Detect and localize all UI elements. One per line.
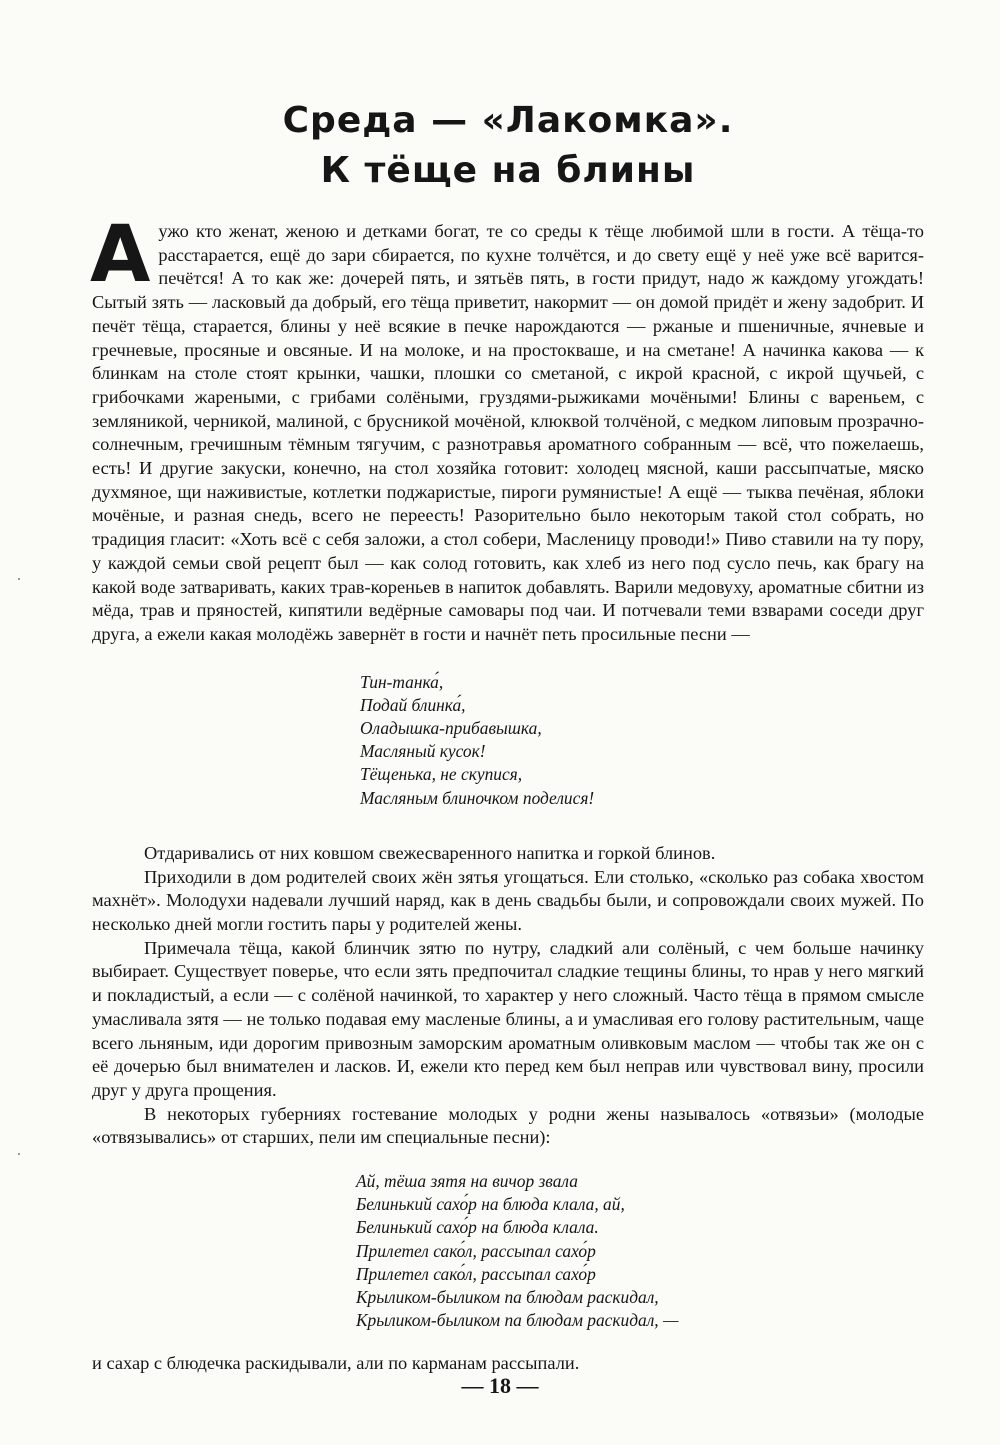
verse-line: Крыликом-быликом па блюдам раскидал,: [356, 1287, 659, 1308]
verse-line: Оладышка-прибавышка,: [360, 718, 542, 739]
paragraph-otvyazi: В некоторых губерниях гостевание молодых у родни жены называлось «отвязьи» (молодые «отвязывались» от старших, пели им специальные песни):: [92, 1103, 924, 1148]
verse-line: Тин-танка́,: [360, 671, 444, 692]
intro-paragraph: [90, 210, 924, 647]
verse-line: Прилетел сако́л, рассыпал сахо́р: [356, 1240, 596, 1261]
verse-line: Масляным блиночком поделися!: [360, 787, 595, 808]
verse-line: Белинький сахо́р на блюда клала, ай,: [356, 1194, 625, 1215]
page-number: — 18 —: [461, 1373, 539, 1398]
verse-line: Тёщенька, не скупися,: [360, 764, 523, 785]
paragraph-mother-in-law: Примечала тёща, какой блинчик зятю по нутру, сладкий али солёный, с чем больше начинку выбирает. Существует поверье, что если зять предпочитал сладкие тещины блины, то нрав у него мягкий и покладистый, а если — с солёной начинкой, то характер у него сложный. Часто тёща в прямом смысле умасливала зятя — не только подавая ему масленые блины, а и умасливая его голову растительным, чаще всего льняным, иди дорогим привозным заморским ароматным оливковым маслом — чтобы так же он с её дочерью был внимателен и ласков. И, ежели кто перед кем был неправ или чувствовал вину, просили друг у друга прощения.: [92, 937, 924, 1100]
verse-tin-tanka: [360, 671, 924, 810]
closing-line: и сахар с блюдечка раскидывали, али по карманам рассыпали.: [92, 1353, 580, 1374]
verse-line: Ай, тёша зятя на вичор звала: [356, 1171, 578, 1192]
verse-line: Белинький сахо́р на блюда клала.: [356, 1217, 599, 1238]
intro-text: ужо кто женат, женою и детками богат, те со среды к тёще любимой шли в гости. А тёща-то расстарается, ещё до зари сбирается, по кухне толчётся, и до свету ещё у неё уже всё варится-печётся! А то как же: дочерей пять, и зятьёв пять, в гости придут, надо ж каждому угождать! Сытый зять — ласковый да добрый, его тёща приветит, накормит — он домой придёт и жену задобрит. И печёт тёща, старается, блины у неё всякие в печке нарождаются — ржаные и пшеничные, ячневые и гречневые, просяные и овсяные. И на молоке, и на простокваше, и на сметане! А начинка какова — к блинкам на столе стоят крынки, чашки, плошки со сметаной, с икрой красной, с икрой щучьей, с грибочками жареными, с грибами солёными, груздями-рыжиками мочёными! Блины с вареньем, с земляникой, черникой, малиной, с брусникой мочёной, клюквой толчёной, с медком липовым прозрачно-солнечным, гречишным тёмным тягучим, с разнотравья ароматного собранным — всё, что пожелаешь, есть! И другие закуски, конечно, на стол хозяйка готовит: холодец мясной, каши рассыпчатые, мяско духмяное, щи наживистые, котлетки поджаристые, пироги румянистые! А ещё — тыква печёная, яблоки мочёные, и разная снедь, всего не переесть! Разорительно было некоторым такой стол собрать, но традиция гласит: «Хоть всё с себя заложи, а стол собери, Масленицу проводи!» Пиво ставили на ту пору, у каждой семьи свой рецепт был — как солод готовить, как хлеб из него под сусло печь, как брагу на какой воде затваривать, каких трав-кореньев в напиток добавлять. Варили медовуху, ароматные сбитни из мёда, трав и пряностей, кипятили ведёрные самовары под чаи. И потчевали теми взварами соседи друг друга, а ежели какая молодёжь завернёт в гости и начнёт петь просильные песни —: [92, 221, 924, 644]
chapter-title: [92, 96, 924, 196]
verse-line: Подай блинка́,: [360, 694, 466, 715]
margin-speck: [18, 578, 20, 580]
paragraph-gifts: Отдаривались от них ковшом свежесваренного напитка и горкой блинов.: [144, 842, 716, 863]
drop-cap: А: [90, 210, 151, 300]
paragraph-sons-in-law: Приходили в дом родителей своих жён зятья угощаться. Ели столько, «сколько раз собака хвостом махнёт». Молодухи надевали лучший наряд, как в день свадьбы были, и сопровождали своих мужей. По несколько дней могли гостить пары у родителей жены.: [92, 866, 924, 934]
verse-line: Масляный кусок!: [360, 741, 486, 762]
margin-speck: [18, 1153, 20, 1155]
chapter-title-line-1: Среда — «Лакомка».: [282, 100, 734, 141]
verse-sugar-song: [356, 1170, 924, 1332]
verse-line: Крыликом-быликом па блюдам раскидал, —: [356, 1310, 679, 1331]
chapter-title-line-2: К тёще на блины: [320, 150, 696, 191]
verse-line: Прилетел сако́л, рассыпал сахо́р: [356, 1263, 596, 1284]
